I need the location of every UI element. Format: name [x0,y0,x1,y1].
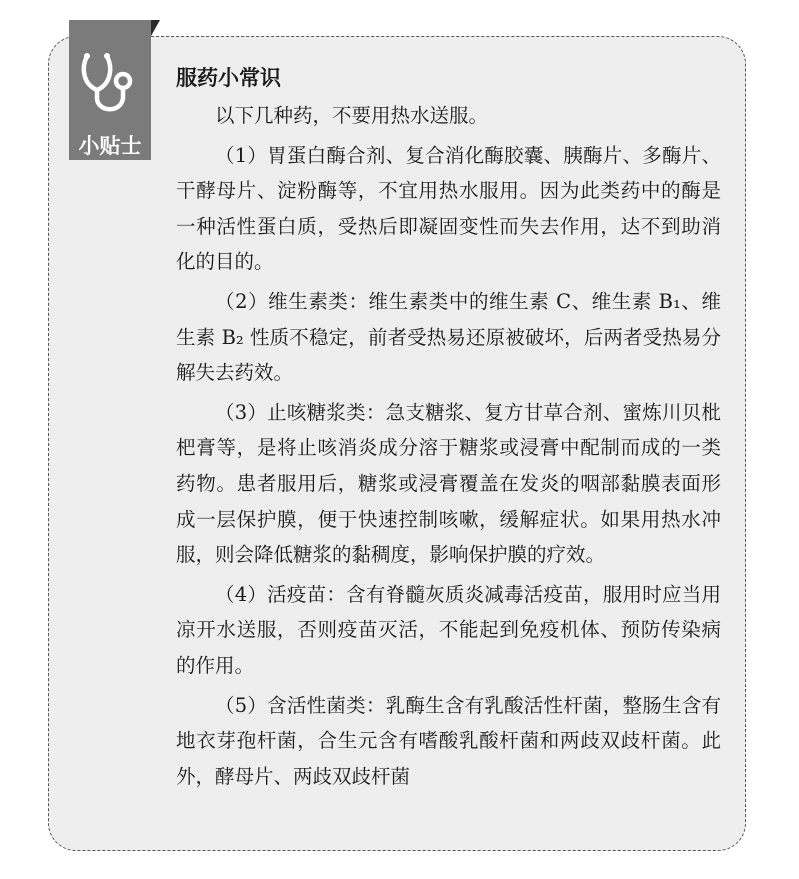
paragraph-intro: 以下几种药，不要用热水送服。 [215,104,489,127]
tips-tab [69,20,151,160]
section-title: 服药小常识 [176,66,281,90]
body-text [176,98,721,794]
paragraph-vitamins: （2）维生素类：维生素类中的维生素 C、维生素 B₁、维生素 B₂ 性质不稳定，前者受热易还原被破坏，后两者受热易分解失去药效。 [176,289,721,385]
paragraph-enzymes: （1）胃蛋白酶合剂、复合消化酶胶囊、胰酶片、多酶片、干酵母片、淀粉酶等，不宜用热水服用。因为此类药中的酶是一种活性蛋白质，受热后即凝固变性而失去作用，达不到助消化的目的。 [176,143,721,274]
paragraph-syrups: （3）止咳糖浆类：急支糖浆、复方甘草合剂、蜜炼川贝枇杷膏等，是将止咳消炎成分溶于糖浆或浸膏中配制而成的一类药物。患者服用后，糖浆或浸膏覆盖在发炎的咽部黏膜表面形成一层保护膜，便于快速控制咳嗽，缓解症状。如果用热水冲服，则会降低糖浆的黏稠度，影响保护膜的疗效。 [176,400,721,567]
paragraph-vaccines: （4）活疫苗：含有脊髓灰质炎减毒活疫苗，服用时应当用凉开水送服，否则疫苗灭活，不能起到免疫机体、预防传染病的作用。 [176,582,721,677]
paragraph-probiotics: （5）含活性菌类：乳酶生含有乳酸活性杆菌，整肠生含有地衣芽孢杆菌，合生元含有嗜酸乳酸杆菌和两歧双歧杆菌。此外，酵母片、两歧双歧杆菌 [176,693,721,788]
tab-fold-corner [151,20,160,36]
stethoscope-icon [77,48,143,120]
tips-tab-label: 小贴士 [78,134,142,158]
